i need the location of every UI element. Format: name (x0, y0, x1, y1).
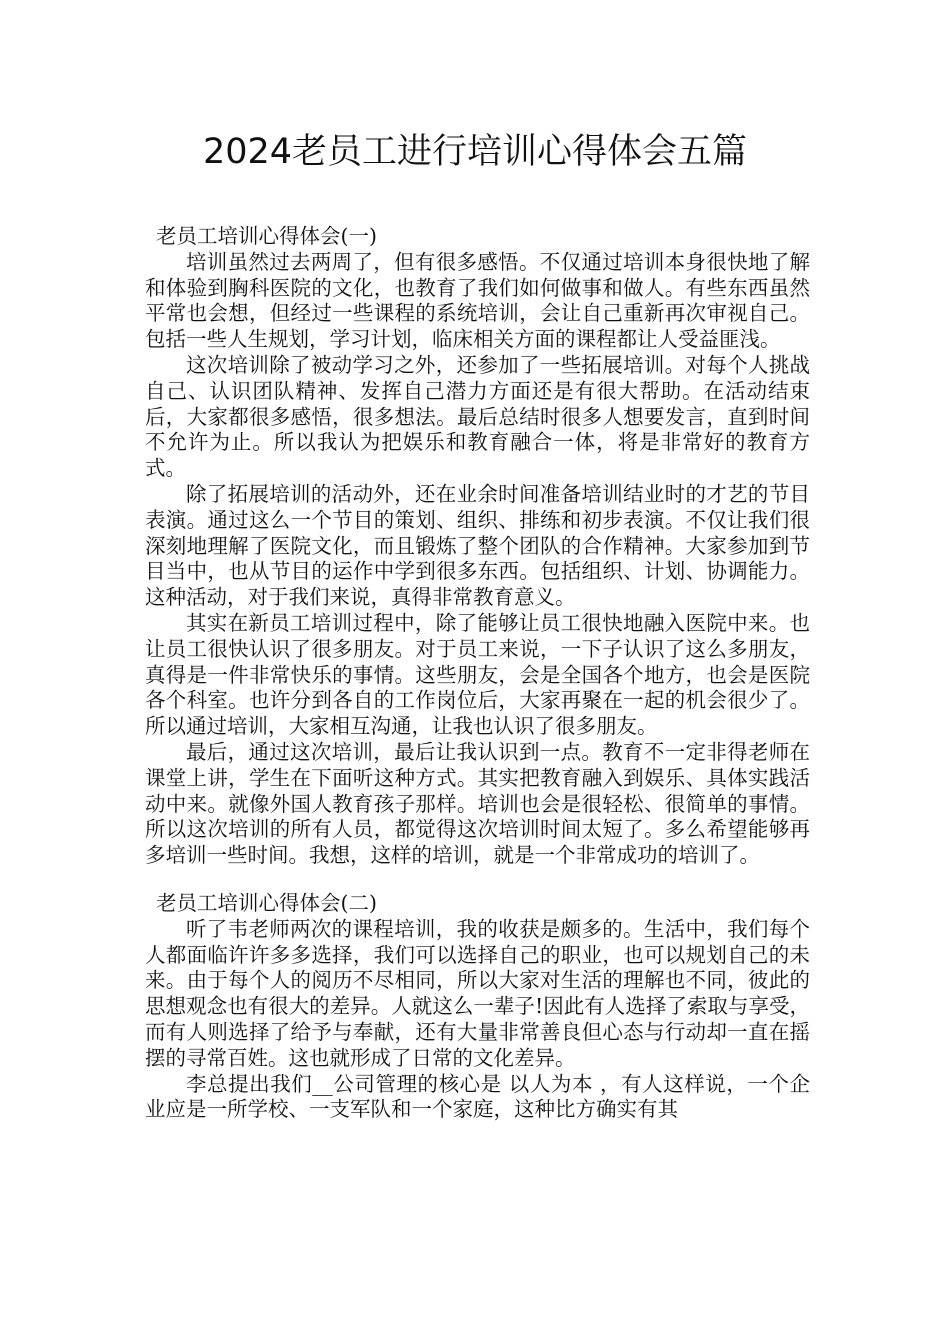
section-2 (145, 891, 810, 1123)
paragraph: 其实在新员工培训过程中，除了能够让员工很快地融入医院中来。也让员工很快认识了很多朋友。对于员工来说，一下子认识了这么多朋友，真得是一件非常快乐的事情。这些朋友，会是全国各个地方，也会是医院各个科室。也许分到各自的工作岗位后，大家再聚在一起的机会很少了。所以通过培训，大家相互沟通，让我也认识了很多朋友。 (145, 610, 810, 739)
section-1 (145, 224, 810, 869)
paragraph: 这次培训除了被动学习之外，还参加了一些拓展培训。对每个人挑战自己、认识团队精神、发挥自己潜力方面还是有很大帮助。在活动结束后，大家都很多感悟，很多想法。最后总结时很多人想要发言，直到时间不允许为止。所以我认为把娱乐和教育融合一体，将是非常好的教育方式。 (145, 352, 810, 481)
paragraph: 最后，通过这次培训，最后让我认识到一点。教育不一定非得老师在课堂上讲，学生在下面听这种方式。其实把教育融入到娱乐、具体实践活动中来。就像外国人教育孩子那样。培训也会是很轻松、很简单的事情。所以这次培训的所有人员，都觉得这次培训时间太短了。多么希望能够再多培训一些时间。我想，这样的培训，就是一个非常成功的培训了。 (145, 739, 810, 868)
document-body (145, 224, 810, 1123)
paragraph: 听了韦老师两次的课程培训，我的收获是颇多的。生活中，我们每个人都面临许许多多选择，我们可以选择自己的职业，也可以规划自己的未来。由于每个人的阅历不尽相同，所以大家对生活的理解也不同，彼此的思想观念也有很大的差异。人就这么一辈子!因此有人选择了索取与享受，而有人则选择了给予与奉献，还有大量非常善良但心态与行动却一直在摇摆的寻常百姓。这也就形成了日常的文化差异。 (145, 916, 810, 1070)
section-heading: 老员工培训心得体会(二) (156, 890, 377, 915)
paragraph: 除了拓展培训的活动外，还在业余时间准备培训结业时的才艺的节目表演。通过这么一个节目的策划、组织、排练和初步表演。不仅让我们很深刻地理解了医院文化，而且锻炼了整个团队的合作精神。大家参加到节目当中，也从节目的运作中学到很多东西。包括组织、计划、协调能力。这种活动，对于我们来说，真得非常教育意义。 (145, 481, 810, 610)
section-spacer (145, 869, 810, 891)
section-heading: 老员工培训心得体会(一) (156, 224, 377, 248)
paragraph: 李总提出我们__公司管理的核心是 以人为本 ，有人这样说，一个企业应是一所学校、一支军队和一个家庭，这种比方确实有其 (145, 1071, 810, 1122)
document-title: 2024老员工进行培训心得体会五篇 (202, 132, 748, 172)
paragraph: 培训虽然过去两周了，但有很多感悟。不仅通过培训本身很快地了解和体验到胸科医院的文化，也教育了我们如何做事和做人。有些东西虽然平常也会想，但经过一些课程的系统培训，会让自己重新再次审视自己。 包括一些人生规划，学习计划，临床相关方面的课程都让人受益匪浅。 (145, 249, 810, 352)
